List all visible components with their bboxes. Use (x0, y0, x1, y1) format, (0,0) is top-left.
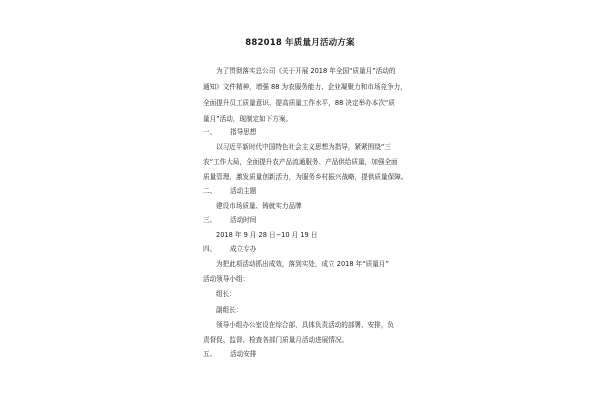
section-line: 农“工作大局，全面提升农产品流通服务、产品供给质量，加强全面 (203, 158, 398, 166)
section-heading-5 (203, 350, 256, 359)
section-heading-4 (203, 245, 256, 254)
section-number: 一、 (203, 128, 217, 136)
document-title: 882018 年质量月活动方案 (245, 38, 355, 48)
section-heading-text: 成立专办 (230, 245, 257, 253)
section-number: 三、 (203, 216, 217, 224)
intro-line: 为了贯彻落实总公司《关于开展 2018 年全国“质量月”活动的 (216, 67, 396, 75)
section-line: 以习近平新时代中国特色社会主义思想为指导，紧紧围绕“三 (216, 143, 391, 151)
section-line: 建设市场质量、铸就实力品牌 (216, 202, 302, 210)
section-line: 质量管理，激发质量创新活力，为服务乡村振兴战略，提供质量保障。 (203, 173, 408, 181)
section-heading-text: 活动安排 (230, 350, 257, 358)
section-heading-1 (203, 128, 256, 137)
section-number: 五、 (203, 350, 217, 358)
section-heading-text: 活动时间 (230, 216, 257, 224)
section-heading-3 (203, 216, 256, 225)
section-number: 二、 (203, 187, 217, 195)
section-heading-text: 指导思想 (230, 128, 257, 136)
section-number: 四、 (203, 245, 217, 253)
section-line: 为把此项活动抓出成效，落到实处，成立 2018 年“质量月” (216, 260, 389, 268)
intro-line: 全面提升员工质量意识、提高质量工作水平，88 决定举办本次“质 (203, 99, 395, 107)
section-line: 责督促、监督、检查各部门质量月活动进展情况。 (203, 336, 349, 344)
section-heading-2 (203, 187, 256, 196)
section-line: 组长： (216, 290, 236, 298)
intro-line: 量月”活动，现制定如下方案。 (203, 115, 293, 123)
section-line: 活动领导小组： (203, 275, 250, 283)
section-line: 领导小组办公室设在综合部，具体负责活动的部署、安排，负 (216, 321, 395, 329)
section-heading-text: 活动主题 (230, 187, 257, 195)
section-line: 2018 年 9 月 28 日−10 月 19 日 (216, 231, 318, 239)
intro-line: 通知》文件精神，增强 88 为农服务能力、企业凝聚力和市场竞争力， (203, 83, 407, 91)
section-line: 副组长： (216, 306, 243, 314)
